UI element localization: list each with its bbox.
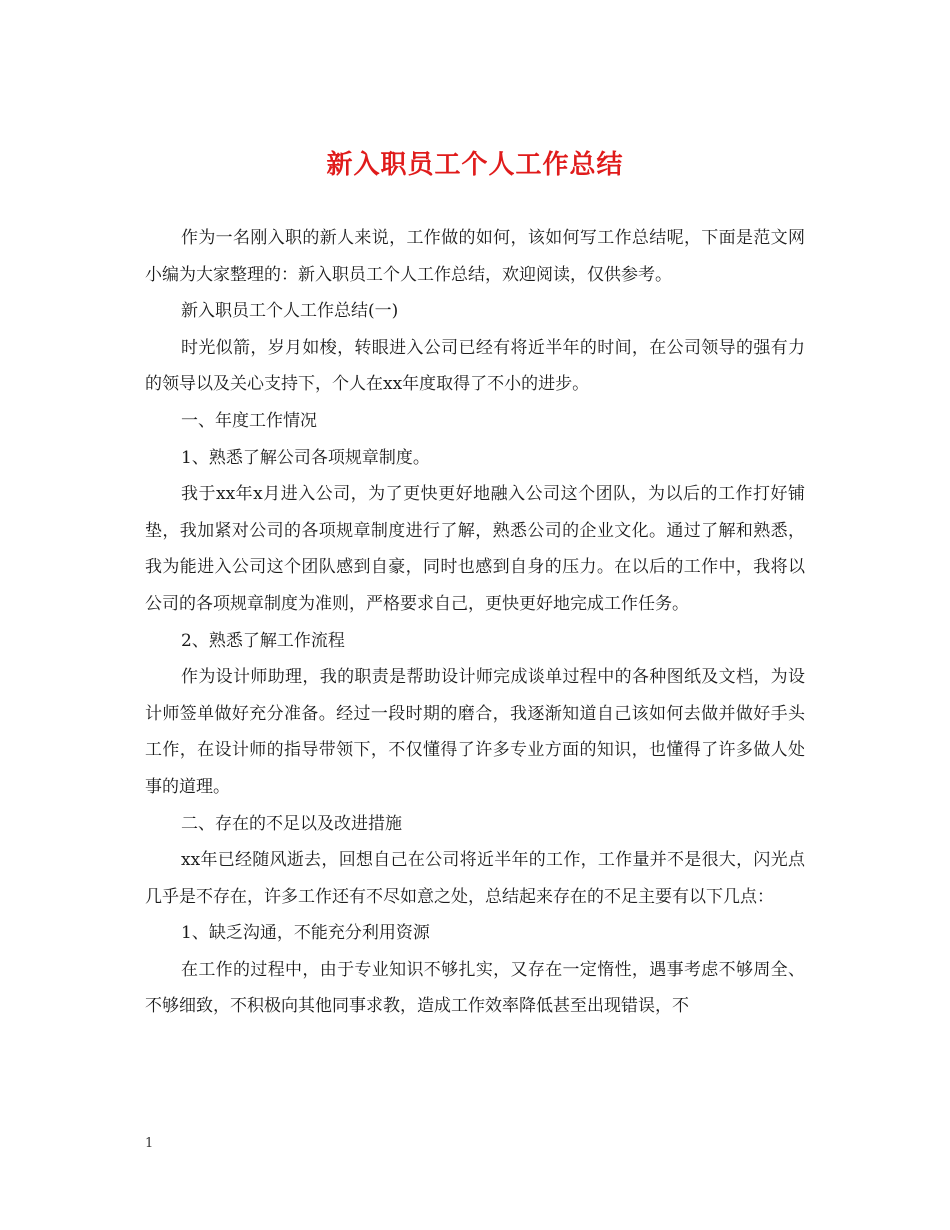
paragraph-opening: 时光似箭，岁月如梭，转眼进入公司已经有将近半年的时间，在公司领导的强有力的领导以及关心支持下，个人在xx年度取得了不小的进步。 — [145, 337, 805, 395]
subheading-rules: 1、熟悉了解公司各项规章制度。 — [181, 447, 430, 468]
page-number: 1 — [145, 1136, 154, 1151]
document-body — [145, 220, 805, 1025]
paragraph-shortcomings: xx年已经随风逝去，回想自己在公司将近半年的工作，工作量并不是很大，闪光点几乎是不存在，许多工作还有不尽如意之处，总结起来存在的不足主要有以下几点： — [145, 850, 805, 907]
paragraph-communication: 在工作的过程中，由于专业知识不够扎实，又存在一定惰性，遇事考虑不够周全、不够细致，不积极向其他同事求教，造成工作效率降低甚至出现错误，不 — [145, 959, 805, 1017]
document-title: 新入职员工个人工作总结 — [326, 150, 624, 180]
subheading-communication: 1、缺乏沟通，不能充分利用资源 — [181, 923, 430, 944]
paragraph-workflow: 作为设计师助理，我的职责是帮助设计师完成谈单过程中的各种图纸及文档，为设计师签单做好充分准备。经过一段时期的磨合，我逐渐知道自己该如何去做并做好手头工作，在设计师的指导带领下，不仅懂得了许多专业方面的知识，也懂得了许多做人处事的道理。 — [145, 667, 805, 797]
heading-annual-work: 一、年度工作情况 — [181, 410, 317, 431]
section-heading-part-one: 新入职员工个人工作总结(一) — [181, 301, 399, 322]
paragraph-intro: 作为一名刚入职的新人来说，工作做的如何，该如何写工作总结呢，下面是范文网小编为大家整理的：新入职员工个人工作总结，欢迎阅读，仅供参考。 — [145, 228, 805, 285]
subheading-workflow: 2、熟悉了解工作流程 — [181, 630, 345, 651]
paragraph-rules: 我于xx年x月进入公司，为了更快更好地融入公司这个团队，为以后的工作打好铺垫，我加紧对公司的各项规章制度进行了解，熟悉公司的企业文化。通过了解和熟悉，我为能进入公司这个团队感到自豪，同时也感到自身的压力。在以后的工作中，我将以公司的各项规章制度为准则，严格要求自己，更快更好地完成工作任务。 — [145, 484, 805, 614]
heading-shortcomings: 二、存在的不足以及改进措施 — [181, 813, 402, 834]
